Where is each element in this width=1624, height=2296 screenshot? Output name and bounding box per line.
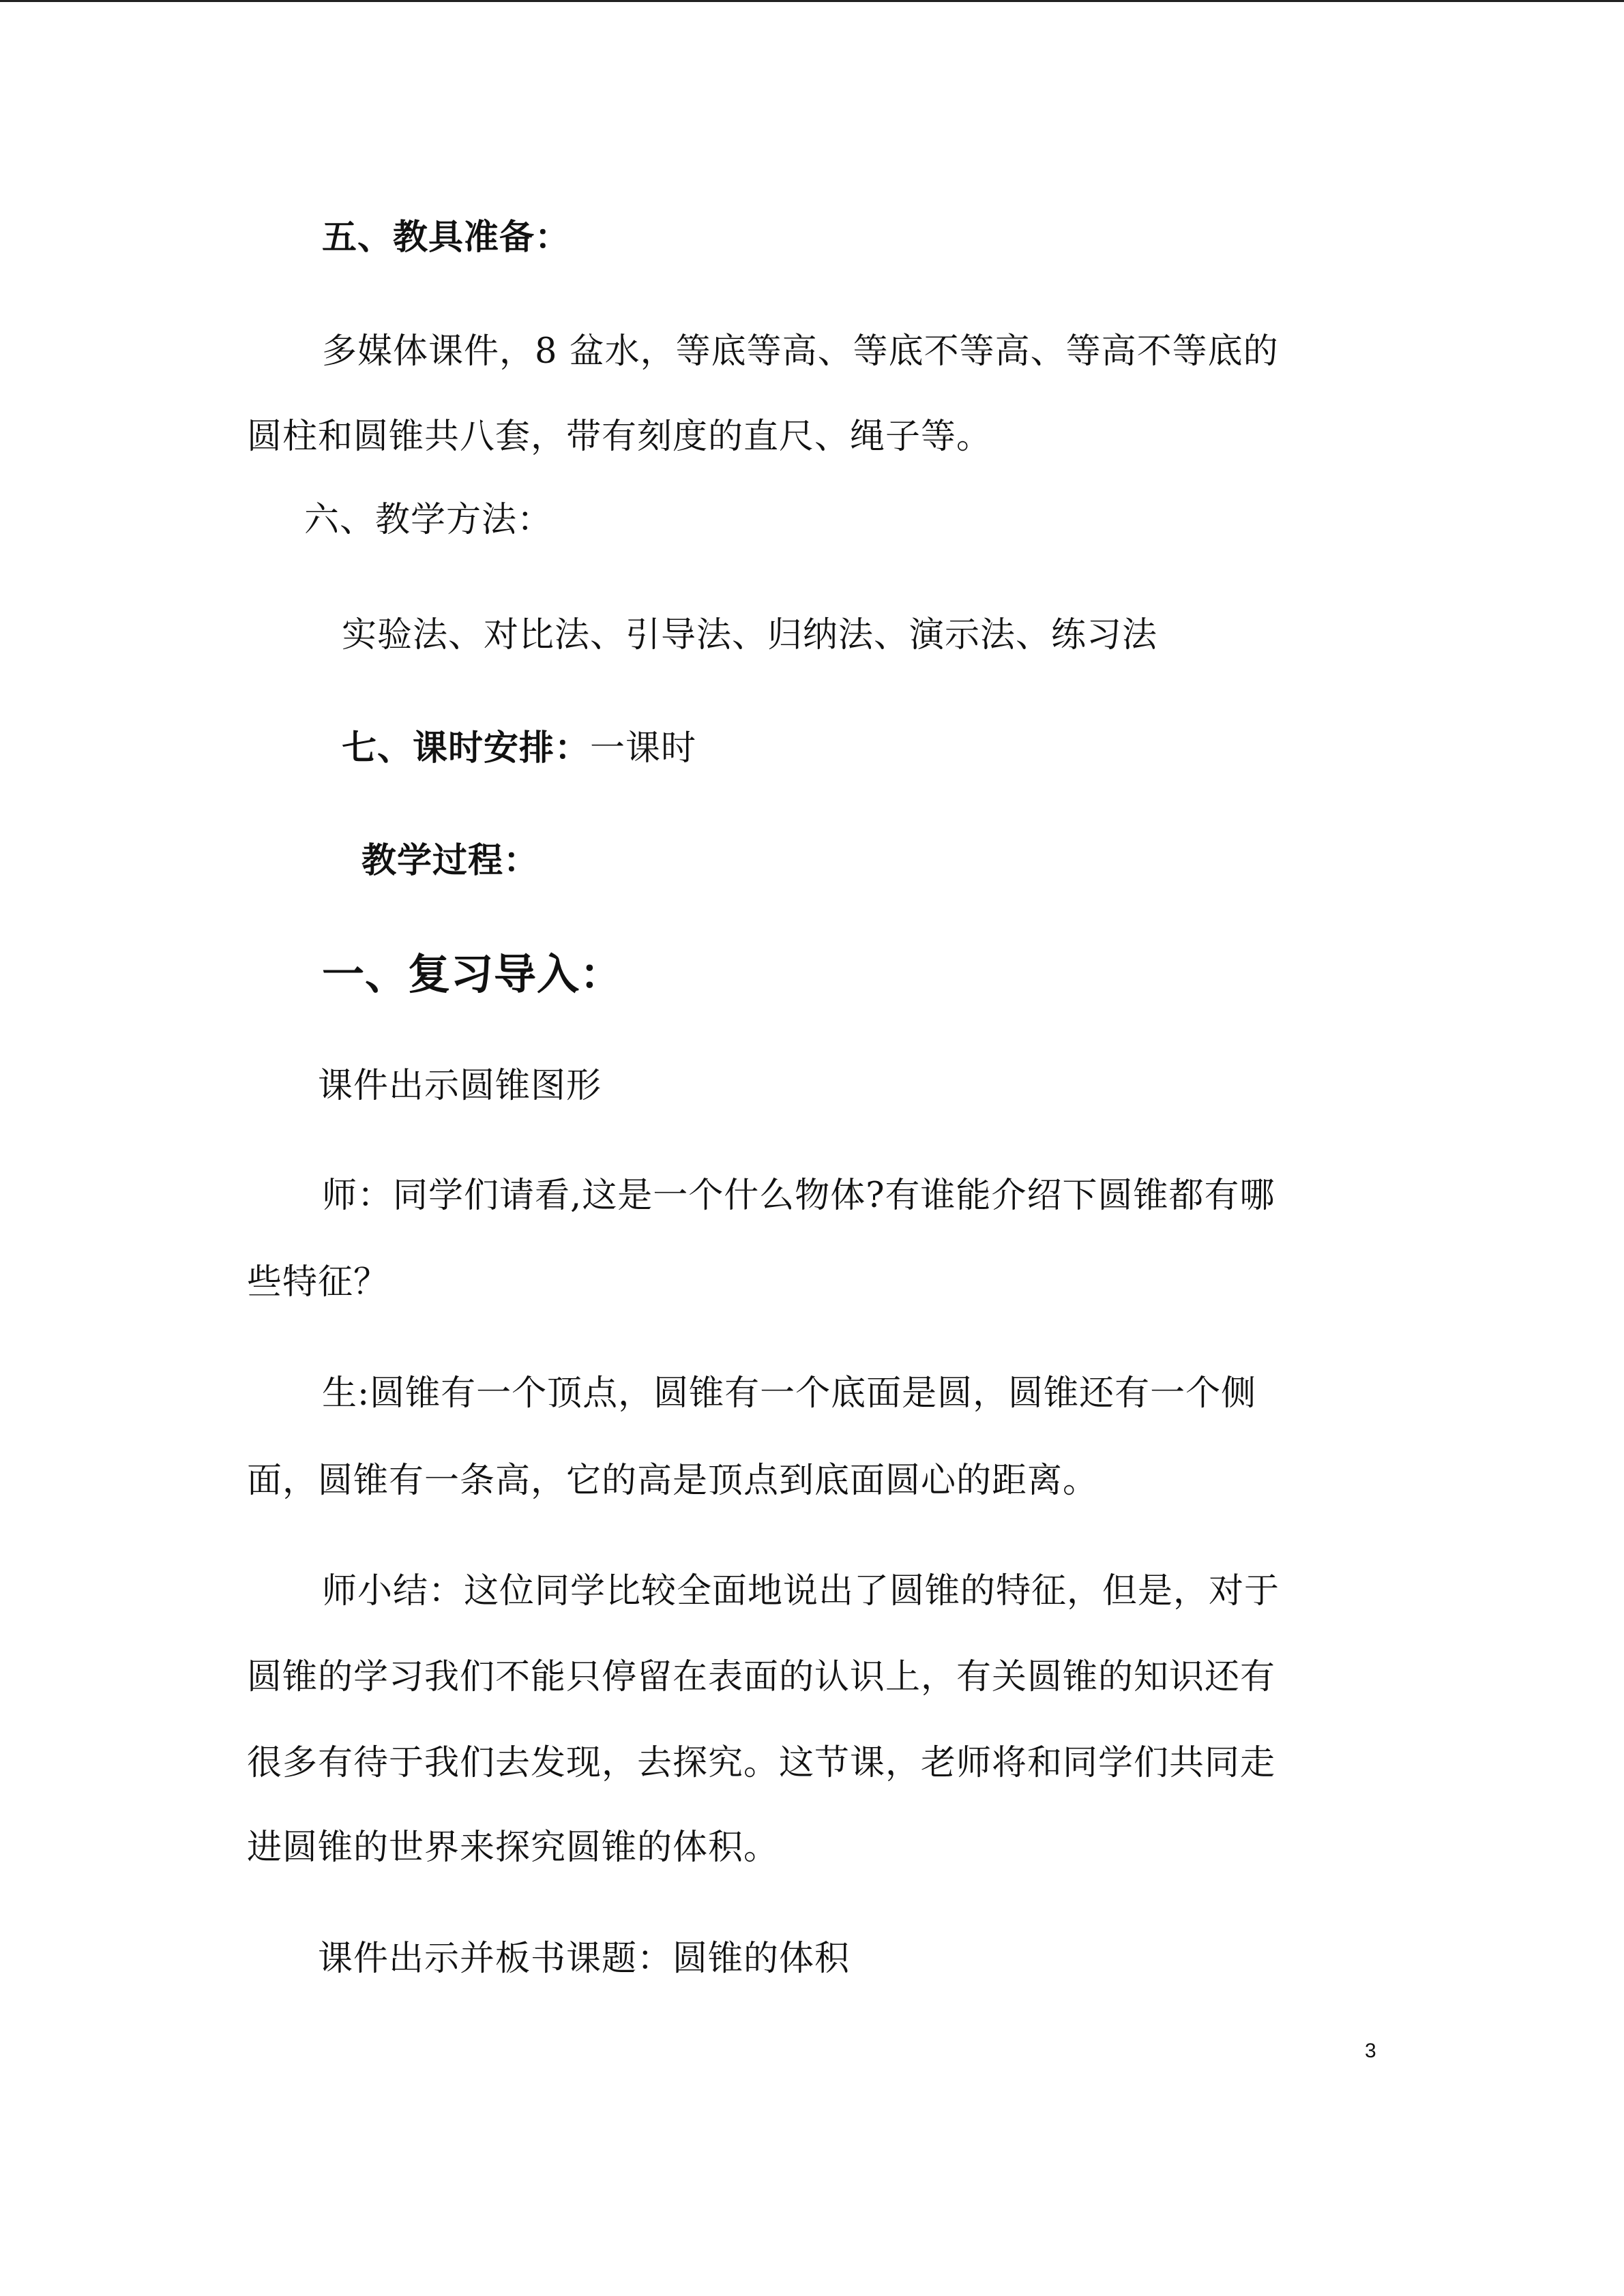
paragraph-line: 面，圆锥有一条高，它的高是顶点到底面圆心的距离。 bbox=[247, 1461, 1099, 1501]
heading-number: 六、教学方法： bbox=[304, 500, 553, 540]
heading-label: 七、课时安排： bbox=[342, 728, 591, 769]
paragraph-line: 很多有待于我们去发现，去探究。这节课，老师将和同学们共同走 bbox=[247, 1743, 1276, 1783]
top-border-line bbox=[0, 0, 1624, 2]
paragraph-line: 课件出示并板书课题：圆锥的体积 bbox=[318, 1939, 851, 1979]
paragraph-line: 实验法、对比法、引导法、归纳法、演示法、练习法 bbox=[342, 615, 1158, 655]
heading-value: 一课时 bbox=[590, 728, 697, 769]
paragraph-line: 些特征？ bbox=[247, 1262, 389, 1302]
paragraph-line: 师：同学们请看,这是一个什么物体?有谁能介绍下圆锥都有哪 bbox=[322, 1176, 1275, 1216]
paragraph-line: 生:圆锥有一个顶点，圆锥有一个底面是圆，圆锥还有一个侧 bbox=[322, 1373, 1257, 1414]
paragraph-line: 圆柱和圆锥共八套，带有刻度的直尺、绳子等。 bbox=[247, 417, 992, 457]
section-heading-teaching-methods bbox=[304, 500, 552, 541]
page-number: 3 bbox=[1365, 2040, 1376, 2062]
section-heading-teaching-aids: 五、教具准备： bbox=[322, 217, 571, 258]
section-heading-teaching-process: 教学过程： bbox=[361, 840, 540, 881]
section-heading-class-hours bbox=[342, 728, 696, 769]
part-heading-review: 一、复习导入： bbox=[322, 949, 623, 999]
paragraph-line: 课件出示圆锥图形 bbox=[318, 1066, 602, 1106]
paragraph-line: 进圆锥的世界来探究圆锥的体积。 bbox=[247, 1828, 780, 1868]
paragraph-line: 多媒体课件，8 盆水，等底等高、等底不等高、等高不等底的 bbox=[322, 331, 1279, 372]
paragraph-line: 圆锥的学习我们不能只停留在表面的认识上，有关圆锥的知识还有 bbox=[247, 1657, 1276, 1697]
paragraph-line: 师小结：这位同学比较全面地说出了圆锥的特征，但是，对于 bbox=[322, 1571, 1280, 1611]
